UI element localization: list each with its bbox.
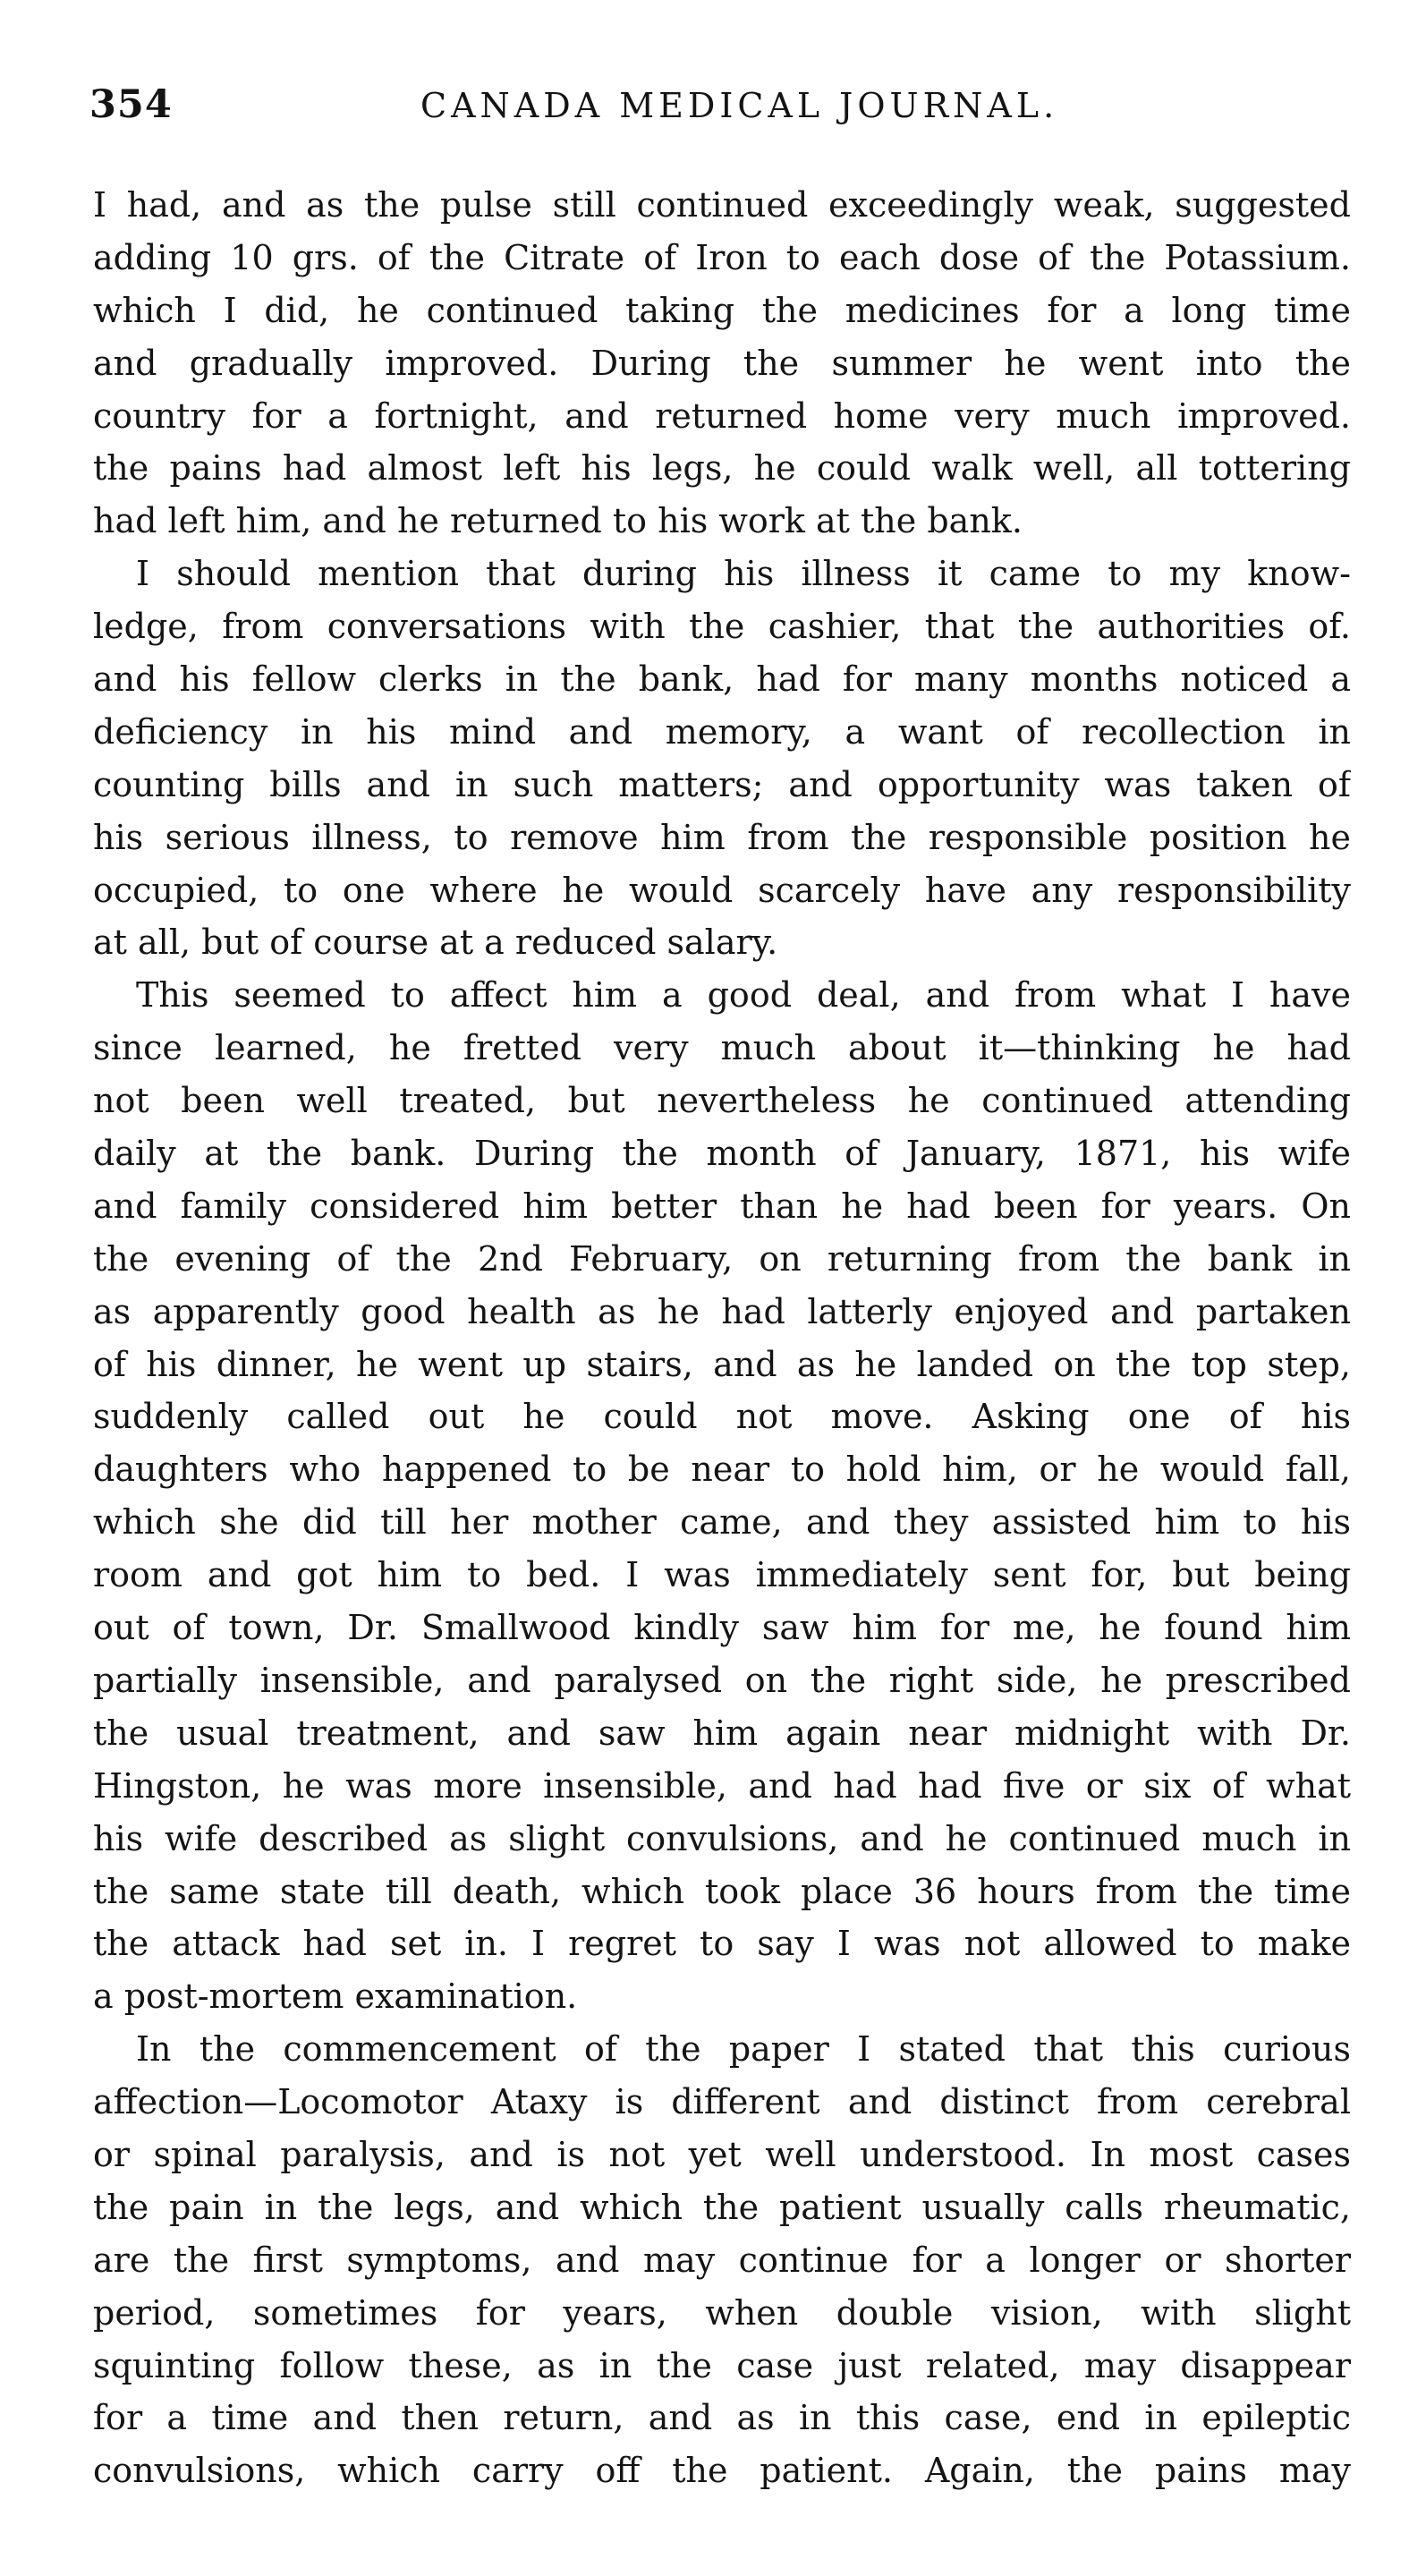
text-line: affection—Locomotor Ataxy is different and distinct from cerebral (93, 2082, 1351, 2122)
text-line: the usual treatment, and saw him again near midnight with Dr. (93, 1713, 1351, 1753)
text-line: are the first symptoms, and may continue for a longer or shorter (93, 2240, 1351, 2280)
text-line: his wife described as slight convulsions, and he continued much in (93, 1818, 1351, 1858)
text-line: country for a fortnight, and returned home very much improved. (93, 395, 1351, 436)
text-line: squinting follow these, as in the case just related, may disappear (93, 2345, 1351, 2385)
text-line: adding 10 grs. of the Citrate of Iron to each dose of the Potassium. (93, 237, 1351, 277)
text-line: I should mention that during his illness it came to my know- (136, 554, 1351, 594)
text-line: the same state till death, which took place 36 hours from the time (93, 1871, 1351, 1911)
text-line: daughters who happened to be near to hold him, or he would fall, (93, 1450, 1351, 1490)
running-head: CANADA MEDICAL JOURNAL. (420, 86, 1059, 125)
text-line: This seemed to affect him a good deal, and from what I have (136, 975, 1351, 1016)
text-line: period, sometimes for years, when double vision, with slight (93, 2292, 1351, 2333)
text-line: as apparently good health as he had latterly enjoyed and partaken (93, 1291, 1351, 1331)
text-line: not been well treated, but nevertheless he continued attending (93, 1081, 1351, 1121)
text-line: which she did till her mother came, and they assisted him to his (93, 1502, 1351, 1543)
text-line: Hingston, he was more insensible, and had had five or six of what (93, 1765, 1351, 1806)
text-line: counting bills and in such matters; and opportunity was taken of (93, 764, 1351, 804)
text-line: the attack had set in. I regret to say I was not allowed to make (93, 1924, 1351, 1964)
text-line: since learned, he fretted very much about it—thinking he had (93, 1028, 1351, 1068)
text-line: a post-mortem examination. (93, 1977, 578, 2017)
text-line: daily at the bank. During the month of January, 1871, his wife (93, 1134, 1351, 1174)
text-line: for a time and then return, and as in this case, end in epileptic (93, 2398, 1351, 2438)
page-header (89, 82, 1351, 136)
text-line: the pains had almost left his legs, he could walk well, all tottering (93, 448, 1351, 489)
text-line: deficiency in his mind and memory, a want of recollection in (93, 711, 1351, 752)
text-line: the pain in the legs, and which the patient usually calls rheumatic, (93, 2187, 1351, 2227)
text-line: and his fellow clerks in the bank, had for many months noticed a (93, 659, 1351, 700)
text-line: I had, and as the pulse still continued exceedingly weak, suggested (93, 185, 1351, 225)
text-line: the evening of the 2nd February, on returning from the bank in (93, 1238, 1351, 1279)
text-line: which I did, he continued taking the medicines for a long time (93, 290, 1351, 330)
text-line: at all, but of course at a reduced salary. (93, 922, 778, 963)
text-line: and family considered him better than he had been for years. On (93, 1186, 1351, 1226)
page-number: 354 (89, 82, 173, 127)
body-text (93, 179, 1351, 2497)
text-line: had left him, and he returned to his work at the bank. (93, 501, 1023, 541)
text-line: ledge, from conversations with the cashier, that the authorities of. (93, 607, 1351, 647)
text-line: occupied, to one where he would scarcely have any responsibility (93, 870, 1351, 910)
text-line: partially insensible, and paralysed on the right side, he prescribed (93, 1660, 1351, 1700)
text-line: out of town, Dr. Smallwood kindly saw him for me, he found him (93, 1608, 1351, 1648)
text-line: and gradually improved. During the summer he went into the (93, 343, 1351, 383)
text-line: his serious illness, to remove him from the responsible position he (93, 817, 1351, 857)
text-line: or spinal paralysis, and is not yet well understood. In most cases (93, 2134, 1351, 2174)
text-line: In the commencement of the paper I stated that this curious (136, 2029, 1351, 2070)
text-line: of his dinner, he went up stairs, and as he landed on the top step, (93, 1344, 1351, 1384)
text-line: room and got him to bed. I was immediately sent for, but being (93, 1555, 1351, 1595)
text-line: suddenly called out he could not move. Asking one of his (93, 1397, 1351, 1437)
text-line: convulsions, which carry off the patient. Again, the pains may (93, 2451, 1351, 2491)
